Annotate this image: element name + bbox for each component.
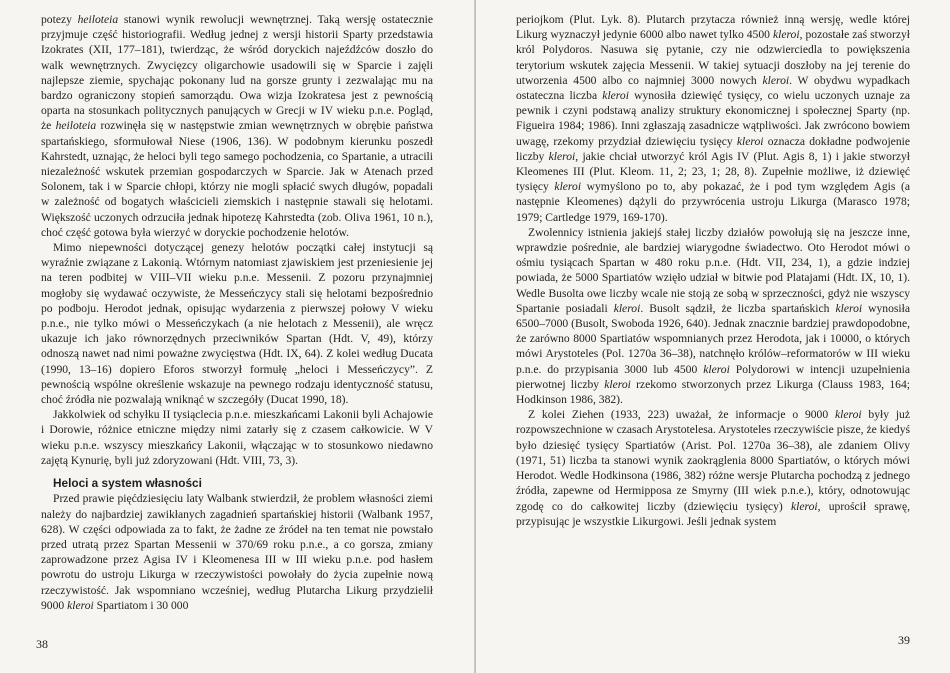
paragraph: potezy heiloteia stanowi wynik rewolucji wewnętrznej. Taką wersję ostatecznie przyjmuje część historiografii. Według jednej z wersji historii Sparty przedstawia Izokrates (XII, 177–181), twierdząc, że wśród doryckich najeźdźców doszło do walk wewnętrznych. Zwycięzcy oligarchowie usadowili się w Sparcie i zajęli najlepsze ziemie, spychając pokonany lud na gorsze grunty i zezwalając mu na bardzo ograniczony stopień samorządu. Owa wizja Izokratesa jest z pewnością oparta na stosunkach politycznych panujących w Grecji w IV wieku p.n.e. Pogląd, że heiloteia rozwinęła się w następstwie zmian wewnętrznych w obrębie państwa spartańskiego, sformułował Niese (1906, 136). W podobnym kierunku poszedł Kahrstedt, uznając, że heloci byli tego samego pochodzenia, co Spartanie, a utracili niezależność wskutek przemian gospodarczych w Sparcie. Jak w Atenach przed Solonem, tak i w Sparcie chłopi, którzy nie mogli spłacić swych długów, popadali w zależność od bogatych właścicieli ziemskich i następnie stawali się helotami. Większość uczonych odrzuciła jednak hipotezę Kahrstedta (zob. Oliva 1961, 10 n.), choć część gotowa była wierzyć w doryckie pochodzenie helotów. bbox=[41, 13, 433, 239]
left-page bbox=[0, 0, 474, 673]
paragraph: Jakkolwiek od schyłku II tysiąclecia p.n.e. mieszkańcami Lakonii byli Achajowie i Dorowie, różnice etniczne między nimi zatarły się z czasem całkowicie. W V wieku p.n.e. wszyscy mieszkańcy Lakonii, włączając w to stosunkowo niedawno zajętą Kynurię, byli już zdoryzowani (Hdt. VIII, 73, 3). bbox=[41, 408, 433, 467]
paragraph: Przed prawie pięćdziesięciu laty Walbank stwierdził, że problem własności ziemi należy do najbardziej zawikłanych zagadnień spartańskiej historii (Walbank 1957, 628). W części odpowiada za to fakt, że żadne ze źródeł na ten temat nie powstało przed utratą przez Spartan Messenii w 370/69 roku p.n.e., a co gorsza, zmiany zaprowadzone przez Agisa IV i Kleomenesa III w III wieku p.n.e. pod hasłem powrotu do ustroju Likurga w rzeczywistości powołały do życia zupełnie nową rzeczywistość. Jak wspomniano wcześniej, według Plutarcha Likurg przydzielił 9000 kleroi Spartiatom i 30 000 bbox=[41, 492, 433, 612]
paragraph: Mimo niepewności dotyczącej genezy helotów początki całej instytucji są wyraźnie związane z Lakonią. Wtórnym natomiast zjawiskiem jest przeniesienie jej na teren podbitej w VIII–VII wieku p.n.e. Messenii. Z pozoru przynajmniej mogłoby się wydawać oczywiste, że Messeńczycy stali się helotami bezpośrednio po podboju. Herodot jednak, opisując wydarzenia z pierwszej połowy V wieku p.n.e., nie tylko mówi o Messeńczykach (a nie helotach z Messenii), ale wręcz ukazuje ich jako równorzędnych przeciwników Spartan (Hdt. V, 49), którzy odnoszą nawet nad nimi poważne zwycięstwa (Hdt. IX, 64). Z kolei według Ducata (1990, 13–16) dopiero Eforos stworzył formułę „heloci i Messeńczycy”. Z pewnością wspólne określenie wskazuje na pewnego rodzaju identyczność statusu, choć źródła nie pozwalają wniknąć w szczegóły (Ducat 1990, 18). bbox=[41, 241, 433, 407]
italic-term: kleroi bbox=[548, 149, 576, 163]
italic-term: kleroi bbox=[772, 28, 800, 42]
left-page-text bbox=[41, 12, 433, 613]
italic-term: heiloteia bbox=[77, 13, 119, 26]
section-heading: Heloci a system własności bbox=[53, 476, 202, 491]
paragraph: Zwolennicy istnienia jakiejś stałej liczby działów powołują się na jeszcze inne, wprawdzie pośrednie, ale bardziej wiarygodne świadectwo. Oto Herodot mówi o ośmiu tysiącach Spartan w 480 roku p.n.e. (Hdt. VII, 234, 1), a gdzie indziej powiada, że 5000 Spartiatów wzięło udział w bitwie pod Platajami (Hdt. IX, 10, 1). Wedle Busolta owe liczby wcale nie stoją ze sobą w sprzeczności, gdyż nie wszyscy Spartanie posiadali kleroi. Busolt sądził, że liczba spartańskich kleroi wynosiła 6500–7000 (Busolt, Swoboda 1926, 640). Jednak znacznie bardziej prawdopodobne, że zarówno 8000 Spartiatów wspomnianych przez Herodota, jak i 10000, o których mówi Arystoteles (Pol. 1270a 36–38), natchnęło królów–reformatorów w III wieku p.n.e. do przypisania 3000 lub 4500 kleroi Polydorowi w intencji uzupełnienia pierwotnej liczby kleroi rzekomo stworzonych przez Likurga (Clauss 1983, 164; Hodkinson 1986, 382). bbox=[516, 225, 910, 407]
right-page bbox=[476, 0, 950, 673]
paragraph: Z kolei Ziehen (1933, 223) uważał, że informacje o 9000 kleroi były już rozpowszechnione w czasach Arystotelesa. Arystoteles rzeczywiście pisze, że kiedyś było dziesięć tysięcy Spartiatów (Arist. Pol. 1270a 36–38), ale zdaniem Olivy (1971, 51) liczba ta stanowi wynik zaokrąglenia 8000 Spartiatów, o których mówi Herodot. Wedle Hodkinsona (1986, 382) różne wersje Plutarcha pochodzą z jednego źródła, zapewne od Hermipposa ze Smyrny (III wiek p.n.e.), który, odnotowując zgodę co do całkowitej liczby (dziewięciu tysięcy) kleroi, uprościł sprawę, przypisując je wszystkie Likurgowi. Jeśli jednak system bbox=[516, 408, 911, 528]
italic-term: kleroi bbox=[736, 134, 764, 148]
italic-term: kleroi bbox=[604, 377, 631, 391]
italic-term: kleroi bbox=[762, 73, 790, 87]
italic-term: kleroi bbox=[602, 89, 629, 103]
page-number: 38 bbox=[36, 637, 48, 651]
italic-term: kleroi bbox=[835, 301, 863, 315]
right-page-text bbox=[516, 12, 910, 529]
page-number: 39 bbox=[898, 633, 910, 647]
italic-term: kleroi bbox=[834, 408, 862, 422]
paragraph: periojkom (Plut. Lyk. 8). Plutarch przytacza również inną wersję, wedle której Likurg wyznaczył jedynie 6000 albo nawet tylko 4500 kleroi, pozostałe zaś stworzył król Polydoros. Nasuwa się pytanie, czy nie odzwierciedla to powiększenia terytorium wskutek zajęcia Messenii. W takiej sytuacji doszłoby na jej terenie do utworzenia 4500 albo co najmniej 3000 nowych kleroi. W obydwu wypadkach ostateczna liczba kleroi wynosiła dziewięć tysięcy, co wielu uczonych uznaje za pewnik i czyni podstawą analizy struktury ekonomicznej i społecznej Sparty (np. Figueira 1984; 1986). Inni zgłaszają zasadnicze wątpliwości. Jak zwrócono bowiem uwagę, rzekomy przydział dziewięciu tysięcy kleroi oznacza dokładne podwojenie liczby kleroi, jakie chciał utworzyć król Agis IV (Plut. Agis 8, 1) i jakie stworzył Kleomenes III (Plut. Kleom. 11, 2; 23, 1; 28, 8). Zupełnie możliwe, iż dziewięć tysięcy kleroi wymyślono po to, aby pokazać, że i pod tym względem Agis (a następnie Kleomenes) dążyli do przywrócenia ustroju Likurga (Marasco 1978; 1979; Cartledge 1979, 169-170). bbox=[516, 13, 911, 224]
italic-term: kleroi bbox=[791, 499, 818, 513]
italic-term: kleroi bbox=[67, 598, 94, 612]
italic-term: heiloteia bbox=[55, 119, 97, 133]
italic-term: kleroi bbox=[554, 180, 582, 194]
italic-term: kleroi bbox=[703, 362, 730, 376]
italic-term: kleroi bbox=[613, 301, 641, 315]
